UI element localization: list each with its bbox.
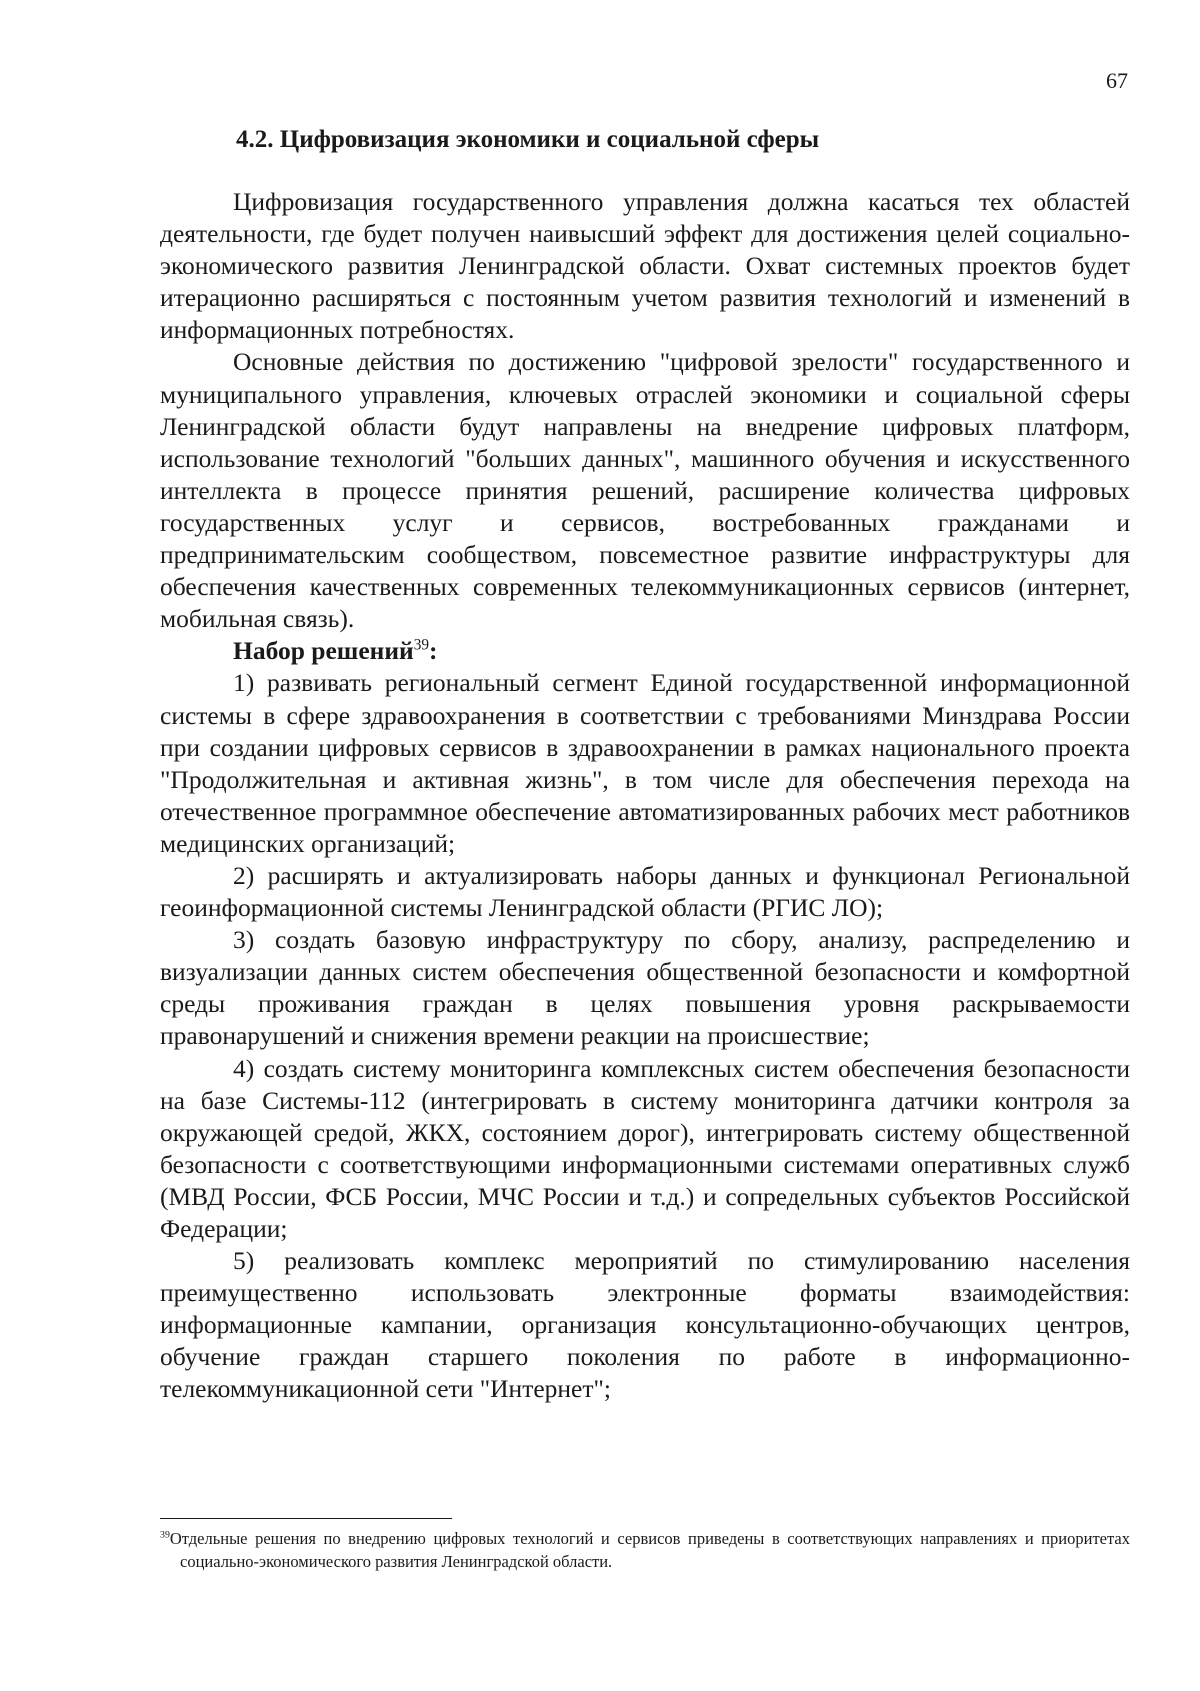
footnote (160, 1527, 1130, 1573)
page-number: 67 (1106, 68, 1128, 93)
solutions-heading-suffix: : (429, 636, 438, 666)
paragraph-intro: Цифровизация государственного управления должна касаться тех областей деятельности, где будет получен наивысший эффект для достижения целей социально-экономического развития Ленинградской области. Охват системных проектов будет итерационно расширяться с постоянным учетом развития технологий и изменений в информационных потребностях. (160, 187, 1130, 345)
footnote-text: Отдельные решения по внедрению цифровых технологий и сервисов приведены в соответствующих направлениях и приоритетах социально-экономического развития Ленинградской области. (169, 1529, 1130, 1571)
document-body (160, 186, 1130, 1406)
solution-item-4: 4) создать систему мониторинга комплексных систем обеспечения безопасности на базе Системы-112 (интегрировать в систему мониторинга датчики контроля за окружающей средой, ЖКХ, состоянием дорог), интегрировать систему общественной безопасности с соответствующими информационными системами оперативных служб (МВД России, ФСБ России, МЧС России и т.д.) и сопредельных субъектов Российской Федерации; (160, 1053, 1130, 1243)
solution-item-2: 2) расширять и актуализировать наборы данных и функционал Региональной геоинформационной системы Ленинградской области (РГИС ЛО); (160, 860, 1130, 923)
solutions-heading (160, 635, 1130, 667)
solution-item-5: 5) реализовать комплекс мероприятий по стимулированию населения преимущественно использовать электронные форматы взаимодействия: информационные кампании, организация консультационно-обучающих центров, обучение граждан старшего поколения по работе в информационно-телекоммуникационной сети "Интернет"; (160, 1246, 1130, 1404)
footnote-reference: 39 (413, 636, 430, 654)
footnote-marker: 39 (160, 1529, 170, 1541)
solutions-heading-text: Набор решений (233, 636, 414, 666)
paragraph-main-actions: Основные действия по достижению "цифровой зрелости" государственного и муниципального управления, ключевых отраслей экономики и социальной сферы Ленинградской области будут направлены на внедрение цифровых платформ, использование технологий "больших данных", машинного обучения и искусственного интеллекта в процессе принятия решений, расширение количества цифровых государственных услуг и сервисов, востребованных гражданами и предпринимательским сообществом, повсеместное развитие инфраструктуры для обеспечения качественных современных телекоммуникационных сервисов (интернет, мобильная связь). (160, 347, 1130, 634)
solution-item-3: 3) создать базовую инфраструктуру по сбору, анализу, распределению и визуализации данных систем обеспечения общественной безопасности и комфортной среды проживания граждан в целях повышения уровня раскрываемости правонарушений и снижения времени реакции на происшествие; (160, 925, 1130, 1051)
solution-item-1: 1) развивать региональный сегмент Единой государственной информационной системы в сфере здравоохранения в соответствии с требованиями Минздрава России при создании цифровых сервисов в здравоохранении в рамках национального проекта "Продолжительная и активная жизнь", в том числе для обеспечения перехода на отечественное программное обеспечение автоматизированных рабочих мест работников медицинских организаций; (160, 668, 1130, 858)
footnote-divider (160, 1518, 452, 1519)
section-title: 4.2. Цифровизация экономики и социальной сферы (236, 126, 820, 153)
